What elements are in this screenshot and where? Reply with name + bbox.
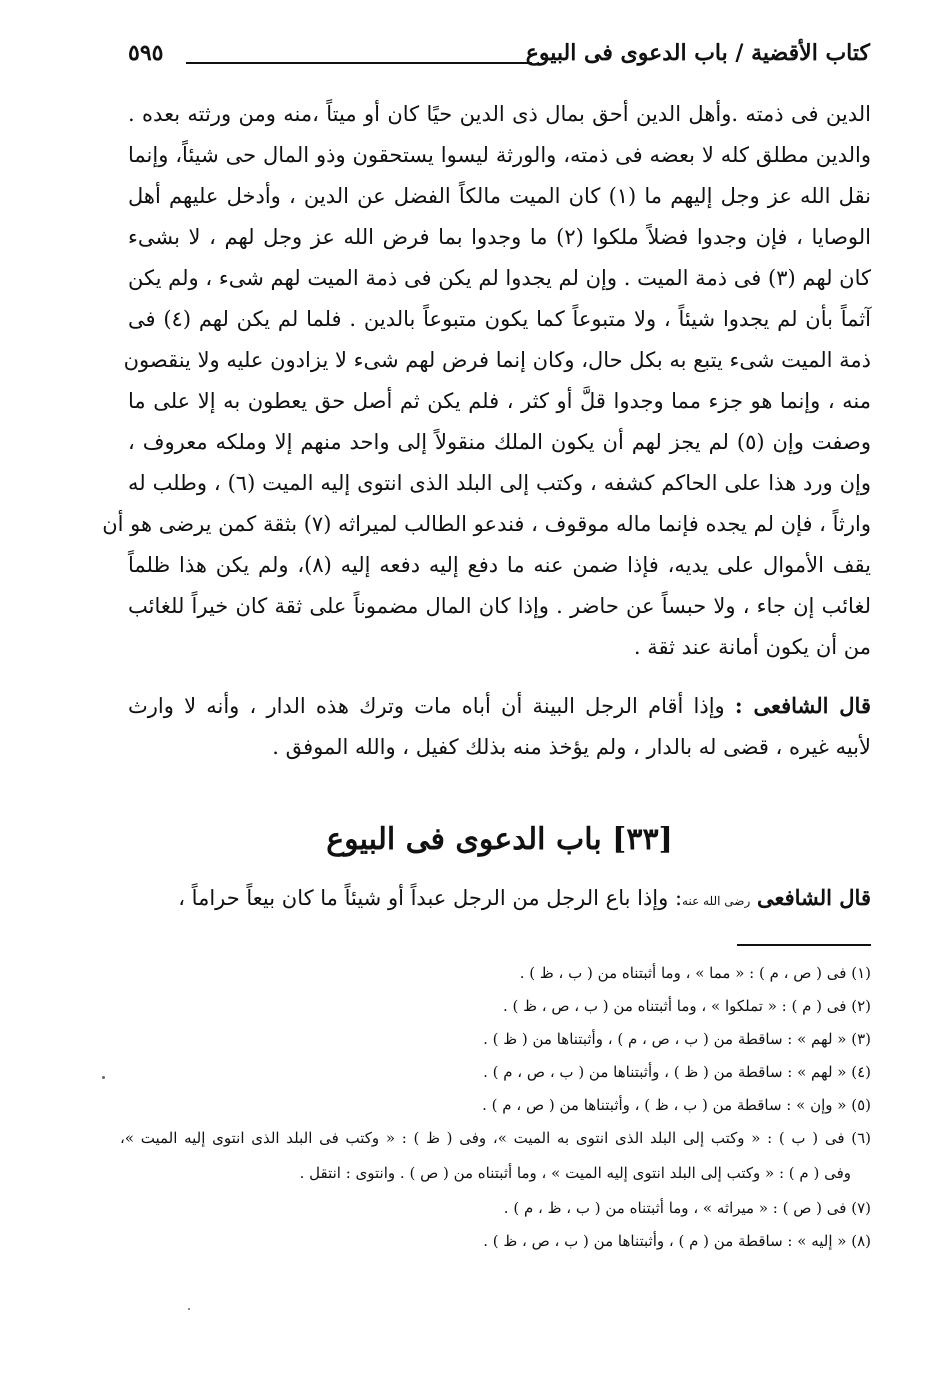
section-first-line — [128, 880, 871, 919]
body-line: والدين مطلق كله لا بعضه فى ذمته، والورثة ليسوا يستحقون وذو المال حى شيئاً، وإنما — [128, 143, 871, 167]
page-number: ٥٩٥ — [128, 40, 164, 66]
paragraph-line: لأبيه غيره ، قضى له بالدار ، ولم يؤخذ منه بذلك كفيل ، والله الموفق . — [272, 735, 871, 759]
footnote-rule — [737, 944, 871, 946]
footnote: (٨) « إليه » : ساقطة من ( م ) ، وأثبتناها من ( ب ، ص ، ظ ) . — [483, 1232, 871, 1250]
body-line: الوصايا ، فإن وجدوا فضلاً ملكوا (٢) ما وجدوا بما فرض الله عز وجل لهم ، لا بشىء — [128, 225, 872, 249]
footnote: (٦) فى ( ب ) : « وكتب إلى البلد الذى انتوى به الميت »، وفى ( ظ ) : « وكتب فى البلد الذى انتوى إليه الميت »، — [120, 1129, 871, 1147]
footnote: (٣) « لهم » : ساقطة من ( ب ، ص ، م ) ، وأثبتناها من ( ظ ) . — [483, 1030, 871, 1048]
body-line: نقل الله عز وجل إليهم ما (١) كان الميت مالكاً الفضل عن الدين ، وأدخل عليهم أهل — [128, 184, 871, 208]
footnote-continuation: وفى ( م ) : « وكتب إلى البلد انتوى إليه الميت » ، وما أثبتناه من ( ص ) . وانتوى : انتقل . — [299, 1164, 851, 1182]
paragraph-text: وإذا أقام الرجل البينة أن أباه مات وترك هذه الدار ، وأنه لا وارث — [128, 694, 725, 718]
footnote: (٤) « لهم » : ساقطة من ( ظ ) ، وأثبتناها من ( ب ، ص ، م ) . — [483, 1063, 871, 1081]
body-line: منه ، وإنما هو جزء مما وجدوا قلَّ أو كثر ، فلم يكن ثم أصل حق يعطون به إلا على ما — [128, 389, 871, 413]
header-title: كتاب الأقضية / باب الدعوى فى البيوع — [525, 40, 870, 66]
body-line: ذمة الميت شىء يتبع به بكل حال، وكان إنما فرض لهم شىء لا يزادون عليه ولا ينقصون — [123, 348, 871, 372]
body-line: يقف الأموال على يديه، فإذا ضمن عنه ما دفع إليه دفعه إليه (٨)، ولم يكن هذا ظلماً — [128, 553, 871, 577]
body-line: آثماً بأن لم يجدوا شيئاً ، ولا متبوعاً كما يكون متبوعاً بالدين . فلما لم يكن لهم (٤) فى — [128, 307, 871, 331]
scan-speck — [188, 1308, 190, 1310]
speaker-label: قال الشافعى : — [734, 693, 871, 718]
body-line: كان لهم (٣) فى ذمة الميت . وإن لم يجدوا لم يكن فى ذمة الميت لهم شىء ، ولم يكن — [128, 266, 871, 290]
header-rule — [186, 62, 532, 64]
body-line: وصفت وإن (٥) لم يجز لهم أن يكون الملك منقولاً إلى واحد منهم إلا وملكه معروف ، — [128, 430, 871, 454]
body-line: لغائب إن جاء ، ولا حبساً عن حاضر . وإذا كان المال مضموناً على ثقة كان خيراً للغائب — [128, 594, 871, 618]
section-text: : وإذا باع الرجل من الرجل عبداً أو شيئاً ما كان بيعاً حراماً ، — [178, 886, 683, 910]
body-line: من أن يكون أمانة عند ثقة . — [633, 635, 871, 659]
speaker-label: قال الشافعى — [756, 885, 871, 910]
body-line: وإن ورد هذا على الحاكم كشفه ، وكتب إلى البلد الذى انتوى إليه الميت (٦) ، وطلب له — [128, 471, 871, 495]
body-line: الدين فى ذمته .وأهل الدين أحق بمال ذى الدين حيًا كان أو ميتاً ،منه ومن ورثته بعده . — [128, 102, 871, 126]
paragraph-line — [128, 688, 871, 724]
footnote: (٢) فى ( م ) : « تملكوا » ، وما أثبتناه من ( ب ، ص ، ظ ) . — [503, 997, 871, 1015]
footnote: (٥) « وإن » : ساقطة من ( ب ، ظ ) ، وأثبتناها من ( ص ، م ) . — [482, 1096, 871, 1114]
footnote: (٧) فى ( ص ) : « ميراثه » ، وما أثبتناه من ( ب ، ظ ، م ) . — [503, 1199, 871, 1217]
scan-speck — [102, 1076, 105, 1079]
footnote: (١) فى ( ص ، م ) : « مما » ، وما أثبتناه من ( ب ، ظ ) . — [519, 964, 871, 982]
body-line: وارثاً ، فإن لم يجده فإنما ماله موقوف ، فندعو الطالب لميراثه (٧) بثقة كمن يرضى هو أن — [102, 512, 871, 536]
honorific: رضى الله عنه — [682, 894, 751, 908]
section-title: [٣٣] باب الدعوى فى البيوع — [326, 822, 673, 857]
running-header — [128, 34, 870, 78]
